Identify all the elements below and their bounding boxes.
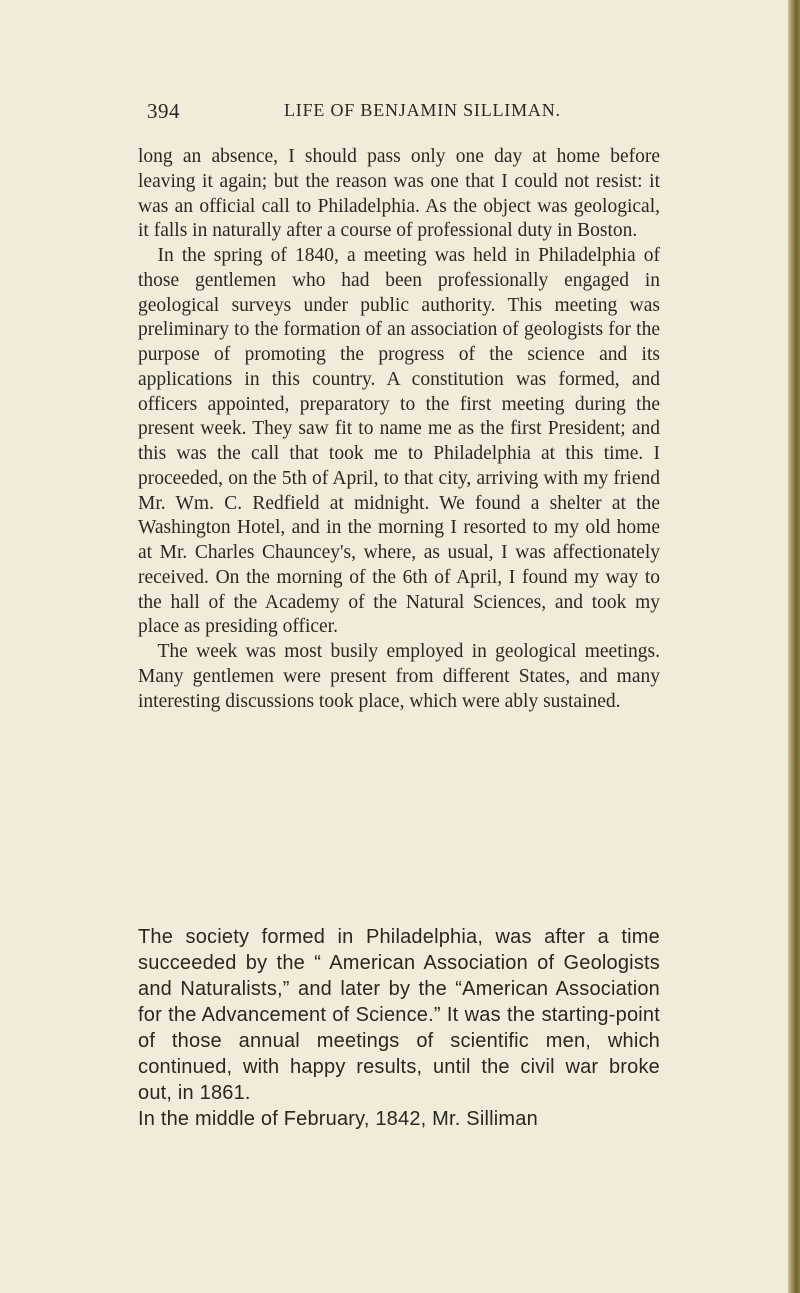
paragraph-meeting-1840: In the spring of 1840, a meeting was held in Philadelphia of those gentlemen who had been professionally engaged in geological surveys under public authority. This meeting was preliminary to the formation of an association of geologists for the purpose of promoting the progress of the science and its applications in this country. A constitution was formed, and officers appointed, preparatory to the first meeting during the present week. They saw fit to name me as the first President; and this was the call that took me to Philadelphia at this time. I proceeded, on the 5th of April, to that city, arriving with my friend Mr. Wm. C. Redfield at midnight. We found a shelter at the Washington Hotel, and in the morning I resorted to my old home at Mr. Charles Chauncey's, where, as usual, I was affectionately received. On the morning of the 6th of April, I found my way to the hall of the Academy of the Natural Sciences, and took my place as presiding officer. — [138, 245, 660, 638]
paragraph-continuation: long an absence, I should pass only one day at home before leaving it again; but the reason was one that I could not resist: it was an official call to Philadelphia. As the object was geological, it falls in naturally after a course of professional duty in Boston. — [138, 146, 660, 242]
page-number: 394 — [147, 99, 180, 123]
page-binding-edge — [788, 0, 800, 1293]
paragraph-busy-week: The week was most busily employed in geological meetings. Many gentlemen were present from different States, and many interesting discussions took place, which were ably sustained. — [138, 641, 660, 712]
running-title: LIFE OF BENJAMIN SILLIMAN. — [284, 100, 561, 120]
paragraph-society-history: The society formed in Philadelphia, was after a time succeeded by the “ American Association of Geologists and Naturalists,” and later by the “American Association for the Advancement of Science.” It was the starting-point of those annual meetings of scientific men, which continued, with happy results, until the civil war broke out, in 1861. — [138, 926, 660, 1104]
main-text — [138, 145, 660, 714]
paragraph-february-1842: In the middle of February, 1842, Mr. Silliman — [138, 1108, 538, 1130]
inserted-text-block — [138, 924, 660, 1132]
page-header — [147, 99, 607, 129]
